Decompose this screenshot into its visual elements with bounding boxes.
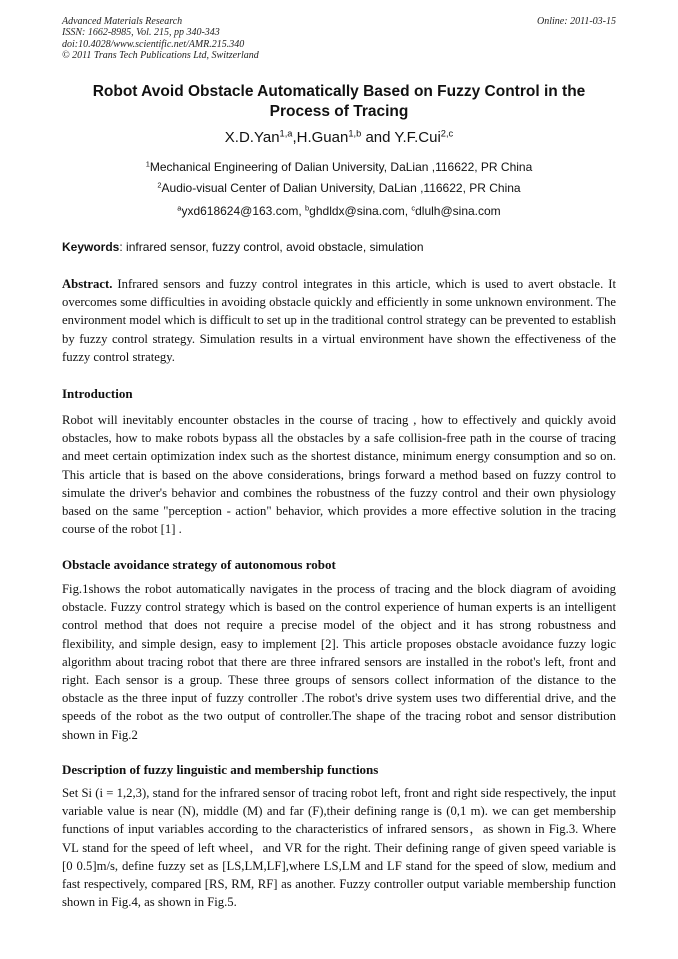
author-superscript: 1,b [348,128,362,139]
author-name: X.D.Yan [224,129,280,146]
author-separator: and [361,129,395,146]
online-date: Online: 2011-03-15 [537,16,616,27]
doi-line: doi:10.4028/www.scientific.net/AMR.215.340 [62,38,245,50]
author-separator: , [292,129,297,146]
email-superscript: c [411,203,416,213]
author-list [62,129,616,147]
journal-header [62,16,616,62]
obstacle-avoidance-paragraph: Fig.1shows the robot automatically navigates in the process of tracing and the block diagram of avoiding obstacle. Fuzzy control strategy which is based on the control experience of human experts is an intelligent control method that does not require a precise model of the object and it has strong robustness and flexibility, and simple design, easy to implement [2]. This article proposes obstacle avoidance fuzzy logic algorithm about tracing robot that there are three infrared sensors are installed in the robot's left, front and right. Each sensor is a group. These three groups of sensors collect information of the distance to the obstacle as the three input of fuzzy controller .The robot's drive system uses two differential drive, and the speeds of the robot as the two output of controller.The shape of the tracing robot and sensor distribution shown in Fig.2 [62,582,616,742]
author-name: Y.F.Cui [394,129,441,146]
abstract-text: Infrared sensors and fuzzy control integrates in this article, which is used to avert obstacle. It overcomes some difficulties in avoiding obstacle quickly and efficiently in some unknown environment. The environment model which is difficult to set up in the traditional control strategy can be prevented to establish by fuzzy control strategy. Simulation results in a virtual environment have shown the effectiveness of the fuzzy control strategy. [62,277,616,364]
keywords-label: Keywords [62,240,120,254]
abstract-label: Abstract. [62,277,113,291]
email-address: yxd618624@163.com, [181,204,306,218]
affiliation-1 [62,159,616,175]
affiliation-text: Audio-visual Center of Dalian University, DaLian ,116622, PR China [161,181,521,195]
email-superscript: b [305,203,310,213]
section-heading-fuzzy-description: Description of fuzzy linguistic and membership functions [62,762,379,777]
fuzzy-description-paragraph: Set Si (i = 1,2,3), stand for the infrared sensor of tracing robot left, front and right side respectively, the input variable value is near (N), middle (M) and far (F),their defining range is (0,1 m). we can get membership functions of input variables according to the characteristics of infrared sensors，as shown in Fig.3. Where VL stand for the speed of left wheel，and VR for the right. Their defining range of given speed variable is [0 0.5]m/s, define fuzzy set as [LS,LM,LF],where LS,LM and LF stand for the speed of slow, medium and fast respectively, compared [RS, RM, RF] as another. Fuzzy controller output variable membership function shown in Fig.4, as shown in Fig.5. [62,786,616,910]
author-name: H.Guan [296,129,349,146]
email-superscript: a [177,203,182,213]
keywords-text: : infrared sensor, fuzzy control, avoid obstacle, simulation [119,240,424,254]
section-heading-obstacle-avoidance: Obstacle avoidance strategy of autonomous robot [62,557,336,572]
email-address: ghdldx@sina.com, [309,204,412,218]
paper-title: Robot Avoid Obstacle Automatically Based on Fuzzy Control in the Process of Tracing [92,83,586,120]
issn-line: ISSN: 1662-8985, Vol. 215, pp 340-343 [62,27,220,39]
copyright-line: © 2011 Trans Tech Publications Ltd, Switzerland [62,50,259,62]
journal-name: Advanced Materials Research [62,16,183,27]
email-address: dlulh@sina.com [415,204,501,218]
affiliation-superscript: 2 [157,180,162,190]
abstract-paragraph [62,275,616,366]
email-list [62,203,616,219]
author-superscript: 1,a [279,128,293,139]
keywords-line [62,239,616,255]
affiliation-2 [62,180,616,196]
introduction-paragraph: Robot will inevitably encounter obstacles in the course of tracing , how to effectively and quickly avoid obstacles, how to make robots bypass all the obstacles by a safe collision-free path in the course of tracing and meet certain optimization index such as the shortest distance, minimum energy consumption and so on. This article that is based on the above considerations, brings forward a method based on fuzzy control to simulate the driver's behavior and combines the robustness of the fuzzy control and their own physiology based on the same "perception - action" behavior, which provides a more effective solution in the tracing course of the robot [1] . [62,413,616,537]
affiliation-superscript: 1 [145,159,150,169]
section-heading-introduction: Introduction [62,386,133,401]
author-superscript: 2,c [440,128,454,139]
affiliation-text: Mechanical Engineering of Dalian University, DaLian ,116622, PR China [149,160,533,174]
